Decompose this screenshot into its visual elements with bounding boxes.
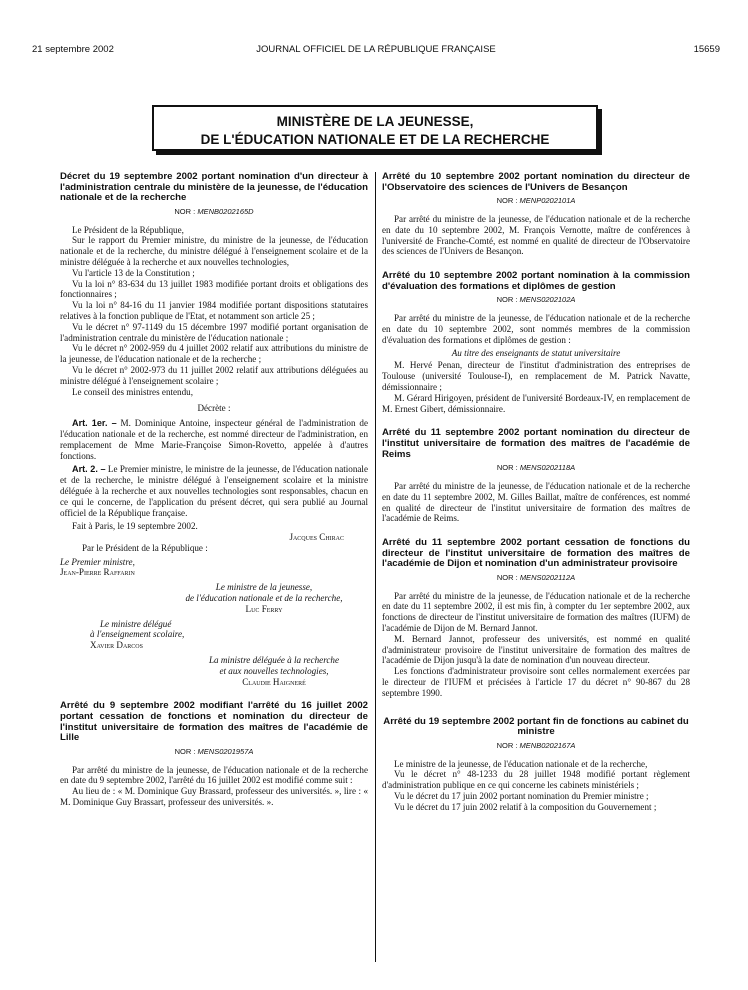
header-page-number: 15659 [693, 44, 720, 55]
cabinet-para: Vu le décret du 17 juin 2002 relatif à la composition du Gouvernement ; [394, 801, 657, 812]
reims-title: Arrêté du 11 septembre 2002 portant nomination du directeur de l'institut universitaire de formation des maîtres de l'académie de Reims [382, 427, 690, 460]
research-minister-title: La ministre déléguée à la recherche [208, 655, 340, 666]
pm-name: Jean-Pierre Raffarin [60, 567, 135, 578]
arrete-lille-title: Arrêté du 9 septembre 2002 modifiant l'arrêté du 16 juillet 2002 portant cessation de fonctions et nomination du directeur de l'institut universitaire de formation des maîtres de l'académie de Lille [60, 700, 368, 744]
commission-para: M. Gérard Hirigoyen, président de l'université Bordeaux-IV, en remplacement de M. Ernest Gibert, démissionnaire. [382, 392, 690, 414]
cabinet-title: Arrêté du 19 septembre 2002 portant fin de fonctions au cabinet du ministre [383, 715, 689, 738]
delegate-title: à l'enseignement scolaire, [90, 629, 185, 640]
left-column [60, 172, 368, 808]
research-minister-title: et aux nouvelles technologies, [219, 665, 329, 676]
minister-title: de l'éducation nationale et de la recherche, [185, 593, 343, 604]
ministry-title-box [152, 105, 598, 151]
par-president: Par le Président de la République : [82, 542, 208, 553]
decree-para: Sur le rapport du Premier ministre, du ministre de la jeunesse, de l'éducation nationale et de la recherche, du ministre délégué à l'enseignement scolaire et de la ministre déléguée à la recherche et aux nouvelles technologies, [60, 235, 368, 267]
research-minister-name: Claudie Haigneré [242, 676, 306, 687]
article-1: Art. 1er. – M. Dominique Antoine, inspecteur général de l'administration de l'éducation nationale et de la recherche, est nommé directeur de l'administration, en remplacement de Mme Marie-Françoise Simon-Rovetto, appelée à d'autres fonctions. [60, 418, 368, 461]
minister-title: Le ministre de la jeunesse, [215, 582, 313, 593]
decree-date: Fait à Paris, le 19 septembre 2002. [72, 521, 198, 532]
reims-para: Par arrêté du ministre de la jeunesse, de l'éducation nationale et de la recherche en date du 11 septembre 2002, M. Gilles Baillat, maître de conférences, est nommé en qualité de directeur de l'institut universitaire de formation des maîtres de l'académie de Reims. [382, 480, 690, 524]
decree-title: Décret du 19 septembre 2002 portant nomination d'un directeur à l'administration centrale du ministère de la jeunesse, de l'éducation nationale et de la recherche [60, 171, 368, 204]
decree-para: Le Président de la République, [72, 224, 184, 235]
ministry-title-line1: MINISTÈRE DE LA JEUNESSE, [276, 114, 474, 129]
pm-title: Le Premier ministre, [60, 556, 135, 567]
delegate-name: Xavier Darcos [90, 640, 143, 651]
besancon-nor: NOR : MENP0202101A [496, 196, 576, 206]
header-date: 21 septembre 2002 [32, 44, 114, 55]
besancon-para: Par arrêté du ministre de la jeunesse, de l'éducation nationale et de la recherche en date du 10 septembre 2002, M. François Vernotte, maître de conférences à l'université de Franche-Comté, est nommé en qualité de directeur de l'Observatoire des sciences de l'Univers de Besançon. [382, 213, 690, 257]
decree-para: Vu le décret n° 2002-973 du 11 juillet 2002 relatif aux attributions déléguées au ministre délégué à l'enseignement scolaire ; [60, 364, 368, 386]
dijon-para: M. Bernard Jannot, professeur des universités, est nommé en qualité d'administrateur provisoire de l'institut universitaire de formation des maîtres de l'académie de Dijon jusqu'à la date de nomination d'un nouveau directeur. [382, 633, 690, 666]
decree-nor: NOR : MENB0202165D [174, 206, 254, 216]
article-2: Art. 2. – Le Premier ministre, le ministre de la jeunesse, de l'éducation nationale et de la recherche, le ministre délégué à l'enseignement scolaire et la ministre déléguée à la recherche et aux nouvelles technologies sont responsables, chacun en ce qui le concerne, de l'application du présent décret, qui sera publié au Journal officiel de la République française. [60, 464, 368, 518]
ministry-title-line2: DE L'ÉDUCATION NATIONALE ET DE LA RECHERCHE [200, 132, 550, 147]
arrete-lille-nor: NOR : MENS0201957A [174, 746, 254, 756]
cabinet-para: Le ministre de la jeunesse, de l'éducation nationale et de la recherche, [394, 758, 648, 769]
besancon-title: Arrêté du 10 septembre 2002 portant nomination du directeur de l'Observatoire des sciences de l'Univers de Besançon [382, 171, 690, 193]
dijon-nor: NOR : MENS0202112A [496, 572, 576, 582]
commission-nor: NOR : MENS0202102A [496, 295, 576, 305]
arrete-lille-para: Au lieu de : « M. Dominique Guy Brassard, professeur des universités. », lire : « M. Dominique Guy Brassart, professeur des universités. ». [60, 786, 368, 808]
arrete-lille-para: Par arrêté du ministre de la jeunesse, de l'éducation nationale et de la recherche en date du 9 septembre 2002, l'arrêté du 16 juillet 2002 est modifié comme suit : [60, 764, 368, 786]
decree-para: Vu la loi n° 83-634 du 13 juillet 1983 modifiée portant droits et obligations des fonctionnaires ; [60, 278, 368, 300]
signature-president: Jacques Chirac [289, 532, 344, 543]
column-divider [375, 172, 376, 962]
right-column [382, 172, 690, 813]
cabinet-para: Vu le décret n° 48-1233 du 28 juillet 1948 modifié portant règlement d'administration publique en ce qui concerne les cabinets ministériels ; [382, 769, 690, 791]
header-journal-title: JOURNAL OFFICIEL DE LA RÉPUBLIQUE FRANÇAISE [256, 44, 496, 55]
decrete-label: Décrète : [197, 403, 231, 414]
cabinet-nor: NOR : MENB0202167A [496, 740, 576, 750]
dijon-para: Les fonctions d'administrateur provisoire sont celles normalement exercées par le directeur de l'IUFM et précisées à l'article 17 du décret n° 90-867 du 28 septembre 1990. [382, 666, 690, 698]
commission-title: Arrêté du 10 septembre 2002 portant nomination à la commission d'évaluation des formations et diplômes de gestion [382, 270, 690, 292]
decree-para: Vu la loi n° 84-16 du 11 janvier 1984 modifiée portant dispositions statutaires relatives à la fonction publique de l'Etat, et notamment son article 25 ; [60, 300, 368, 321]
dijon-para: Par arrêté du ministre de la jeunesse, de l'éducation nationale et de la recherche en date du 11 septembre 2002, il est mis fin, à compter du 1er septembre 2002, aux fonctions de directeur de l'institut universitaire de formation des maîtres (IUFM) de l'académie de Dijon de M. Bernard Jannot. [382, 590, 690, 634]
decree-para: Vu le décret n° 97-1149 du 15 décembre 1997 modifié portant organisation de l'administration centrale du ministère de l'éducation nationale ; [60, 321, 368, 343]
decree-para: Vu le décret n° 2002-959 du 4 juillet 2002 relatif aux attributions du ministre de la jeunesse, de l'éducation nationale et de la recherche ; [60, 343, 368, 365]
commission-subhead: Au titre des enseignants de statut universitaire [451, 347, 621, 358]
decree-para: Vu l'article 13 de la Constitution ; [72, 267, 195, 278]
delegate-title: Le ministre délégué [100, 618, 172, 629]
page-header [32, 44, 720, 58]
minister-name: Luc Ferry [245, 603, 283, 614]
reims-nor: NOR : MENS0202118A [496, 463, 576, 473]
commission-para: M. Hervé Penan, directeur de l'institut d'administration des entreprises de Toulouse (université Toulouse-I), en remplacement de M. Patrick Navatte, démissionnaire ; [382, 360, 690, 392]
commission-intro: Par arrêté du ministre de la jeunesse, de l'éducation nationale et de la recherche en date du 10 septembre 2002, sont nommés membres de la commission d'évaluation des formations et diplômes de gestion : [382, 313, 690, 345]
dijon-title: Arrêté du 11 septembre 2002 portant cessation de fonctions du directeur de l'institut universitaire de formation des maîtres de l'académie de Dijon et nomination d'un administrateur provisoire [382, 537, 690, 570]
decree-para: Le conseil des ministres entendu, [72, 386, 193, 397]
cabinet-para: Vu le décret du 17 juin 2002 portant nomination du Premier ministre ; [394, 791, 649, 802]
